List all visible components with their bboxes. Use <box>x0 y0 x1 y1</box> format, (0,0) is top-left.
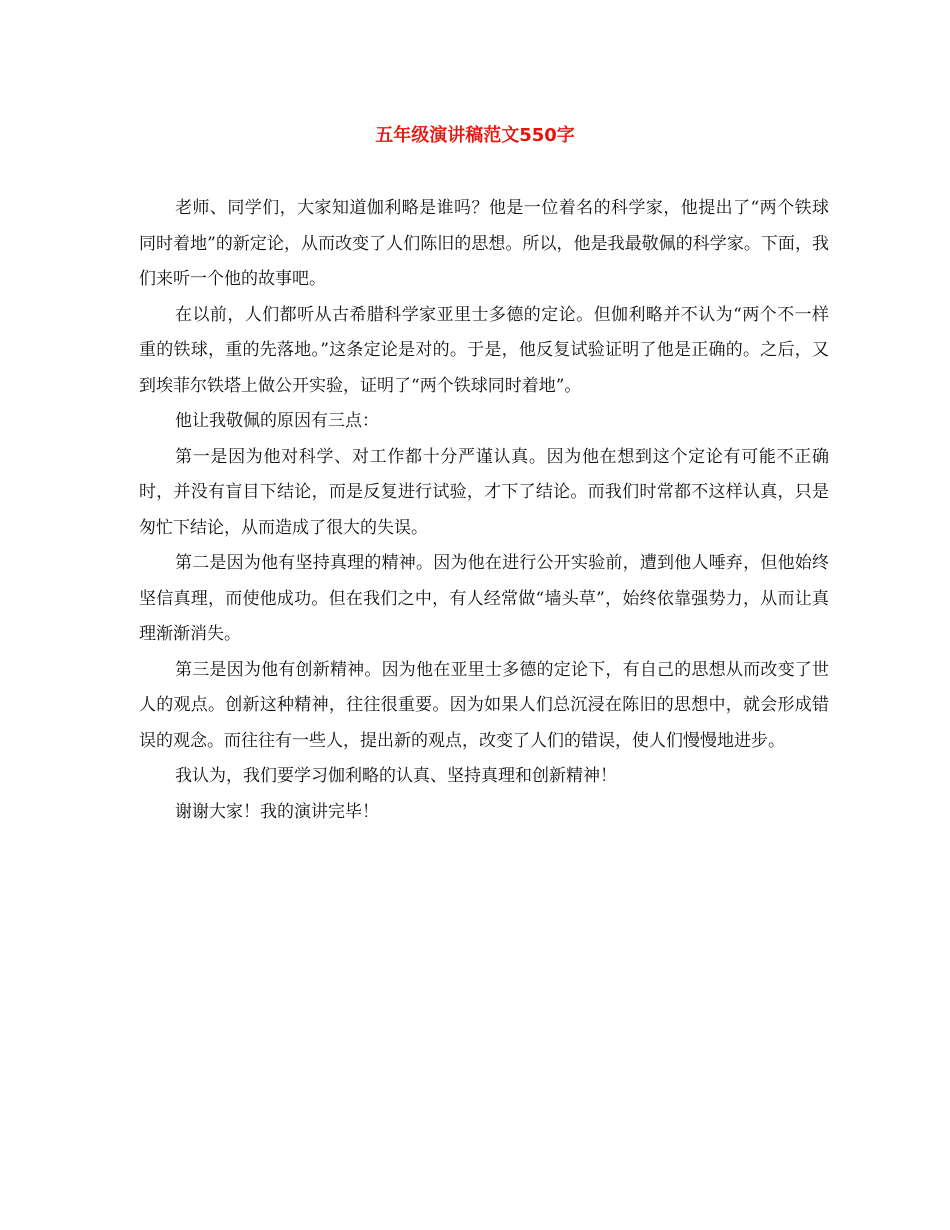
paragraph: 老师、同学们，大家知道伽利略是谁吗？他是一位着名的科学家，他提出了“两个铁球同时着地”的新定论，从而改变了人们陈旧的思想。所以，他是我最敬佩的科学家。下面，我们来听一个他的故事吧。 <box>139 198 829 289</box>
paragraph: 我认为，我们要学习伽利略的认真、坚持真理和创新精神！ <box>175 766 617 786</box>
paragraph: 他让我敬佩的原因有三点： <box>175 411 379 431</box>
paragraph: 第三是因为他有创新精神。因为他在亚里士多德的定论下，有自己的思想从而改变了世人的观点。创新这种精神，往往很重要。因为如果人们总沉浸在陈旧的思想中，就会形成错误的观念。而往往有一些人，提出新的观点，改变了人们的错误，使人们慢慢地进步。 <box>139 659 829 751</box>
document-body <box>139 191 829 830</box>
paragraph: 谢谢大家！我的演讲完毕！ <box>175 801 379 822</box>
document-title: 五年级演讲稿范文550字 <box>375 125 575 146</box>
paragraph: 第一是因为他对科学、对工作都十分严谨认真。因为他在想到这个定论有可能不正确时，并没有盲目下结论，而是反复进行试验，才下了结论。而我们时常都不这样认真，只是匆忙下结论，从而造成了很大的失误。 <box>139 446 829 538</box>
paragraph: 第二是因为他有坚持真理的精神。因为他在进行公开实验前，遭到他人唾弃，但他始终坚信真理，而使他成功。但在我们之中，有人经常做“墙头草”，始终依靠强势力，从而让真理渐渐消失。 <box>139 553 829 644</box>
paragraph: 在以前，人们都听从古希腊科学家亚里士多德的定论。但伽利略并不认为“两个不一样重的铁球，重的先落地。”这条定论是对的。于是，他反复试验证明了他是正确的。之后，又到埃菲尔铁塔上做公开实验，证明了“两个铁球同时着地”。 <box>139 304 829 396</box>
